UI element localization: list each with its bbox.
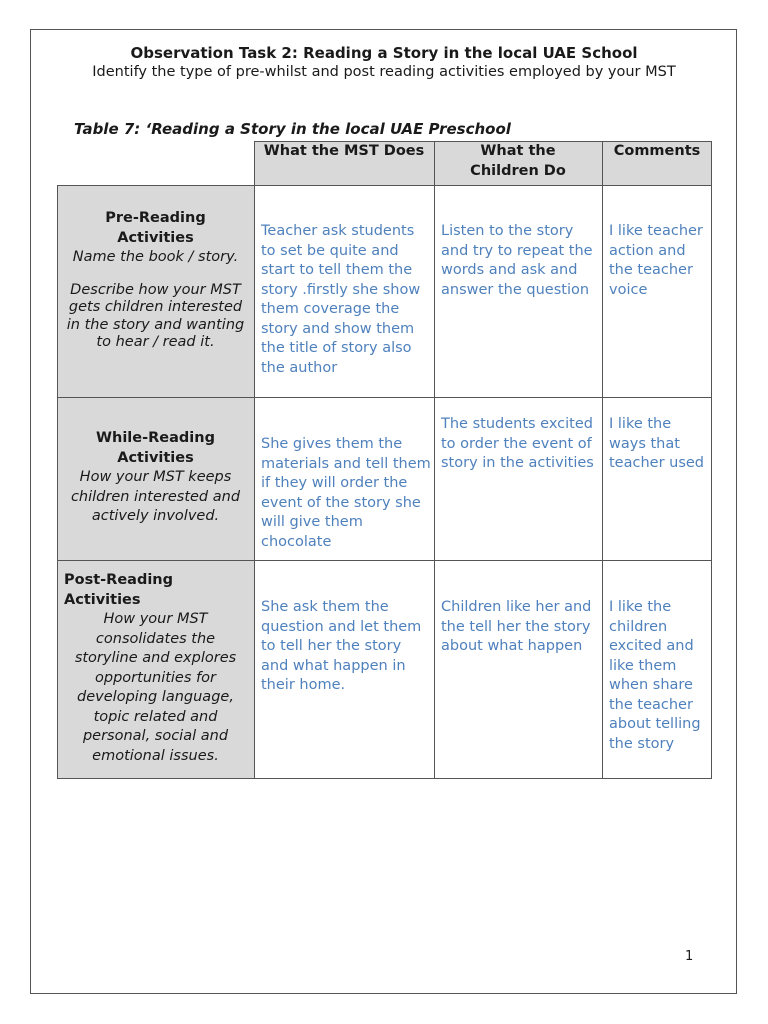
while-reading-children: The students excited to order the event of story in the activities [441, 416, 594, 471]
header-children-do-label: What the Children Do [470, 143, 566, 179]
while-reading-mst: She gives them the materials and tell them if they will order the event of the story she will give them chocolate [261, 436, 431, 550]
stage-label: Post-Reading Activities [64, 572, 174, 608]
stage-prompt-2: Describe how your MST gets children interested in the story and wanting to hear / read it. [66, 281, 245, 350]
post-reading-mst: She ask them the question and let them to tell her the story and what happen in their home. [261, 599, 422, 693]
grid-line [57, 560, 712, 561]
header-children-do [434, 141, 602, 185]
grid-line [602, 141, 603, 779]
table-caption: Table 7: ‘Reading a Story in the local UAE Preschool [74, 120, 511, 138]
grid-line [57, 397, 712, 398]
grid-line [57, 185, 58, 779]
header-mst-does-label: What the MST Does [263, 143, 425, 159]
grid-line [434, 141, 435, 779]
while-reading-comments: I like the ways that teacher used [609, 416, 705, 471]
pre-reading-children: Listen to the story and try to repeat the words and ask and answer the question [441, 223, 593, 298]
row-while-reading-header [57, 397, 254, 560]
grid-line [711, 141, 712, 779]
post-reading-comments: I like the children excited and like them when share the teacher about telling the story [609, 599, 701, 752]
page-number: 1 [685, 949, 694, 964]
stage-label: Pre-Reading Activities [105, 210, 206, 246]
header-comments [602, 141, 712, 185]
grid-line [254, 141, 255, 779]
grid-line [57, 185, 712, 186]
post-reading-children: Children like her and the tell her the story about what happen [441, 599, 592, 654]
grid-line [254, 141, 712, 142]
pre-reading-comments: I like teacher action and the teacher voice [609, 223, 703, 298]
stage-label: While-Reading Activities [96, 430, 215, 466]
row-pre-reading-header [57, 185, 254, 397]
grid-line [57, 778, 712, 779]
row-post-reading-header [57, 560, 254, 778]
stage-prompt: How your MST keeps children interested and actively involved. [70, 469, 241, 524]
pre-reading-mst: Teacher ask students to set be quite and start to tell them the story .firstly she show them coverage the story and show them the title of story also the author [261, 223, 421, 376]
document-subtitle: Identify the type of pre-whilst and post reading activities employed by your MST [92, 64, 676, 80]
header-mst-does [254, 141, 434, 185]
stage-prompt: Name the book / story. [72, 249, 239, 265]
header-comments-label: Comments [613, 143, 701, 159]
document-title: Observation Task 2: Reading a Story in the local UAE School [130, 44, 638, 62]
stage-prompt: How your MST consolidates the storyline and explores opportunities for developing language, topic related and personal, social and emotional issues. [74, 611, 237, 764]
